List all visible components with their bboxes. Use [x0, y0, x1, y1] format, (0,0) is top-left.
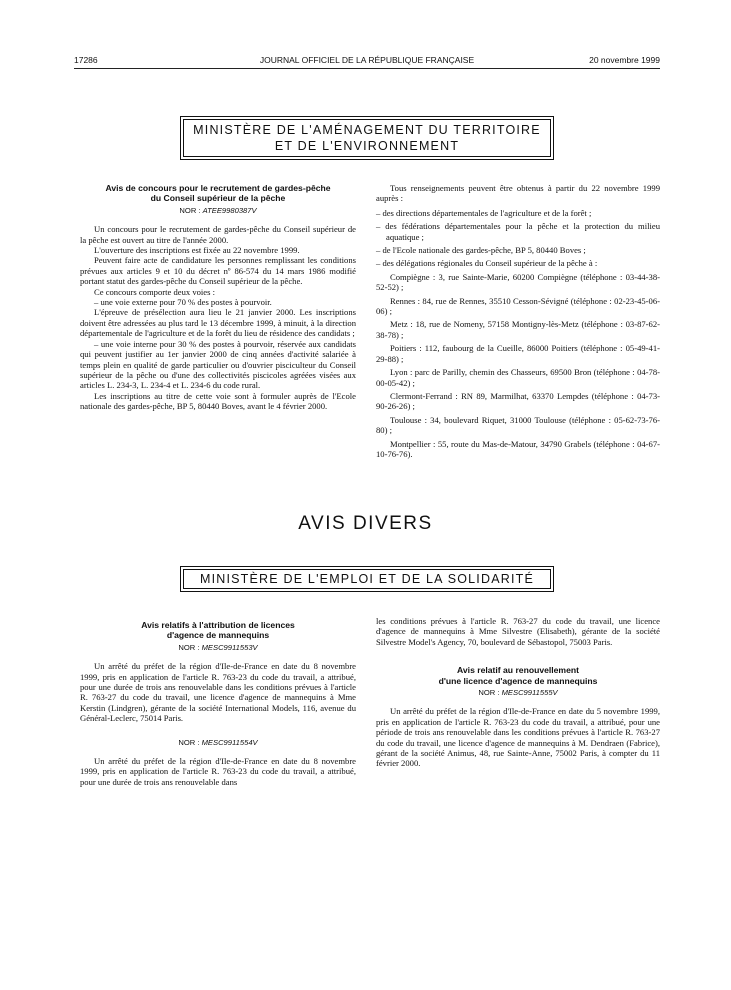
section-title: AVIS DIVERS: [298, 513, 433, 534]
article-title-line1: Avis de concours pour le recrutement de gardes-pêche: [105, 183, 331, 193]
ministry-box-territoire: [180, 116, 554, 160]
nor-label: NOR :: [179, 205, 201, 215]
article-title-line1: Avis relatif au renouvellement: [457, 665, 579, 676]
nor-reference: [80, 738, 356, 748]
ministry-box-emploi: [180, 566, 554, 592]
address-rennes: Rennes : 84, rue de Rennes, 35510 Cesson-Sévigné (téléphone : 02-23-45-06-06) ;: [376, 295, 660, 317]
nor-code: MESC9911555V: [501, 688, 558, 698]
paragraph: L'épreuve de présélection aura lieu le 21 janvier 2000. Les inscriptions doivent être adressées au plus tard le 13 décembre 1999, à minuit, à la direction départementale de l'agriculture et de la forêt du lieu de résidence des candidats ;: [80, 307, 356, 339]
paragraph-continued: les conditions prévues à l'article R. 763-27 du code du travail, une licence d'agence de mannequins à Mme Silvestre (Elisabeth), gérante de la société Silvestre Model's Agency, 70, boulevard de Sébastopol, 75003 Paris.: [376, 616, 660, 647]
paragraph: Peuvent faire acte de candidature les personnes remplissant les conditions prévues aux articles 9 et 10 du décret nº 86-574 du 14 mars 1986 modifié portant statut des gardes-pêche du Conseil supérieur de la pêche.: [80, 255, 356, 287]
article-title: [80, 620, 356, 641]
article-concours-right: [376, 183, 660, 462]
ministry-title-line1: MINISTÈRE DE L'AMÉNAGEMENT DU TERRITOIRE: [193, 123, 541, 137]
paragraph: – une voie interne pour 30 % des postes à pourvoir, réservée aux candidats qui peuvent justifier au 1er janvier 2000 de cinq années d'activité salariée à temps plein en qualité de garde particulier ou d'ouvrier pisciculteur du Conseil supérieur de la pêche ou d'une des collectivités piscicoles agréées visées aux articles L. 234-3, L. 234-4 et L. 234-6 du code rural.: [80, 338, 356, 391]
article-title-line2: du Conseil supérieur de la pêche: [150, 193, 286, 204]
article-licences-right: [376, 616, 660, 769]
paragraph: Tous renseignements peuvent être obtenus à partir du 22 novembre 1999 auprès :: [376, 183, 660, 204]
nor-label: NOR :: [478, 688, 500, 698]
nor-label: NOR :: [178, 737, 200, 747]
nor-reference: [376, 688, 660, 698]
address-metz: Metz : 18, rue de Nomeny, 57158 Montigny-lès-Metz (téléphone : 03-87-62-38-78) ;: [376, 319, 660, 340]
page-number: 17286: [74, 55, 98, 65]
nor-reference: [80, 206, 356, 216]
article-concours-left: [80, 183, 356, 412]
paragraph: Un arrêté du préfet de la région d'Ile-de-France en date du 8 novembre 1999, pris en application de l'article R. 763-23 du code du travail, a attribué, pour une durée de trois ans renouvelable dans: [80, 756, 356, 787]
nor-code: MESC9911554V: [201, 737, 258, 747]
paragraph: L'ouverture des inscriptions est fixée au 22 novembre 1999.: [94, 245, 300, 256]
article-title: [80, 183, 356, 204]
nor-code: MESC9911553V: [201, 642, 258, 652]
article-title-line2: d'une licence d'agence de mannequins: [438, 675, 598, 686]
nor-label: NOR :: [178, 642, 200, 652]
article-licences-left: [80, 620, 356, 787]
ministry-title-line2: ET DE L'ENVIRONNEMENT: [274, 139, 460, 153]
ministry-title-line1: MINISTÈRE DE L'EMPLOI ET DE LA SOLIDARITÉ: [199, 572, 535, 586]
journal-title: JOURNAL OFFICIEL DE LA RÉPUBLIQUE FRANÇAISE: [259, 55, 475, 65]
list-item: – des fédérations départementales pour la pêche et la protection du milieu aquatique ;: [376, 221, 660, 242]
list-item: – de l'Ecole nationale des gardes-pêche, BP 5, 80440 Boves ;: [376, 245, 586, 256]
address-poitiers: Poitiers : 112, faubourg de la Cueille, 86000 Poitiers (téléphone : 05-49-41-29-88) ;: [376, 343, 660, 364]
article-title-line1: Avis relatifs à l'attribution de licences: [141, 620, 295, 630]
address-compiegne: Compiègne : 3, rue Sainte-Marie, 60200 Compiègne (téléphone : 03-44-38-52-52) ;: [376, 271, 660, 293]
paragraph: Un arrêté du préfet de la région d'Ile-de-France en date du 8 novembre 1999, pris en application de l'article R. 763-23 du code du travail, a attribué, pour une durée de trois ans renouvelable dans les conditions prévues à l'article R. 763-27 du code du travail, une licence d'agence de mannequins à Mme Kerstin (Lindgren), gérante de la société International Models, 116, avenue du Général-Leclerc, 75014 Paris.: [80, 661, 356, 724]
list-item: – des directions départementales de l'agriculture et de la forêt ;: [376, 207, 592, 218]
nor-code: ATEE9980387V: [202, 205, 257, 215]
address-toulouse: Toulouse : 34, boulevard Riquet, 31000 Toulouse (téléphone : 05-62-73-76-80) ;: [376, 414, 660, 436]
header-rule: [74, 68, 660, 69]
page-header: [74, 55, 660, 71]
paragraph: Un concours pour le recrutement de gardes-pêche du Conseil supérieur de la pêche est ouvert au titre de l'année 2000.: [80, 224, 356, 245]
address-lyon: Lyon : parc de Parilly, chemin des Chasseurs, 69500 Bron (téléphone : 04-78-00-05-42) ;: [376, 367, 660, 388]
nor-reference: [80, 643, 356, 653]
paragraph: Ce concours comporte deux voies :: [94, 286, 215, 297]
list-item: – des délégations régionales du Conseil supérieur de la pêche à :: [376, 258, 598, 269]
article-title: [376, 665, 660, 686]
paragraph: Les inscriptions au titre de cette voie sont à formuler auprès de l'Ecole nationale des gardes-pêche, BP 5, 80440 Boves, avant le 4 février 2000.: [80, 390, 356, 412]
article-title-line2: d'agence de mannequins: [166, 630, 270, 641]
paragraph: Un arrêté du préfet de la région d'Ile-de-France en date du 5 novembre 1999, pris en application de l'article R. 763-23 du code du travail, a attribué, pour une période de trois ans renouvelable dans les conditions prévues à l'article R. 763-27 du code du travail, une licence d'agence de mannequins à M. Dendraen (Fabrice), gérant de la société Animus, 48, rue Sainte-Anne, 75002 Paris, à compter du 11 février 2000.: [376, 706, 660, 769]
issue-date: 20 novembre 1999: [589, 55, 660, 65]
paragraph: – une voie externe pour 70 % des postes à pourvoir.: [94, 297, 272, 308]
address-clermont: Clermont-Ferrand : RN 89, Marmilhat, 63370 Lempdes (téléphone : 04-73-90-26-26) ;: [376, 390, 660, 412]
address-montpellier: Montpellier : 55, route du Mas-de-Matour, 34790 Grabels (téléphone : 04-67-10-76-76).: [376, 438, 660, 459]
